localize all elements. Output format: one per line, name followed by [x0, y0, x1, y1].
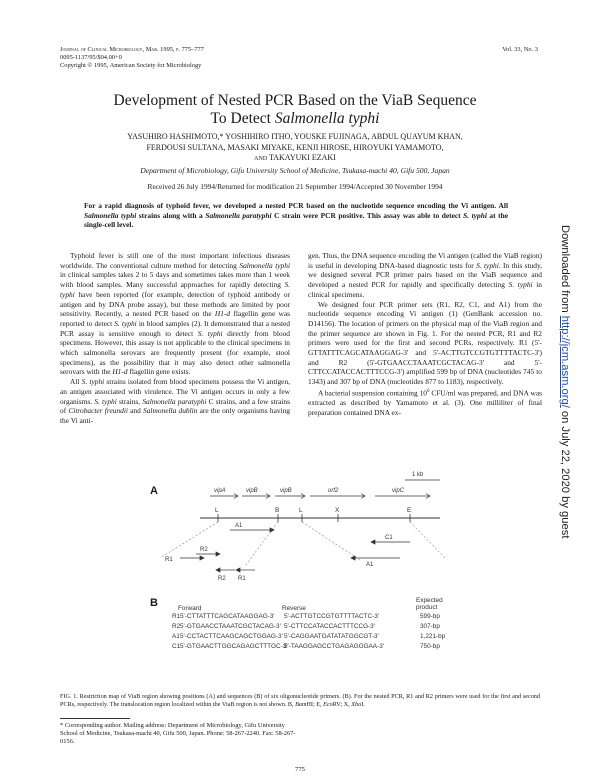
- product-size: 1,221-bp: [420, 633, 446, 640]
- site-label: E: [407, 507, 412, 514]
- paragraph: A bacterial suspension containing $10^6$ CFU/ml was prepared, and DNA was extracted as described by Yamamoto et al. (3). One milliliter of final preparation contained DNA ex-: [308, 388, 542, 417]
- reverse-sequence: 5'-ACTTGTCCGTGTTTTACTC-3': [284, 613, 379, 620]
- received-dates: Received 26 July 1994/Returned for modification 21 September 1994/Accepted 30 November 1994: [147, 182, 443, 191]
- reverse-sequence: 5'-CAGGAATGATATATGGCGT-3': [284, 633, 379, 640]
- body-right-column: [308, 251, 542, 417]
- gene-label: vipB: [280, 488, 292, 494]
- primer-table: [172, 597, 472, 653]
- forward-sequence: 5'-GTGAACTTGGCAGAGCTTTGC-3': [180, 643, 288, 650]
- paragraph: All S. typhi strains isolated from blood specimens possess the Vi antigen, an antigen associated with virulence. The Vi antigen occurs in only a few organisms. S. typhi strains, Salmonella paratyphi C strains, and a few strains of Citrobacter freundii and Salmonella dublin are the only organisms having the Vi anti-: [60, 377, 290, 425]
- body-left-column: [60, 251, 290, 426]
- copyright: Copyright © 1995, American Society for Microbiology: [60, 62, 202, 69]
- panel-b-label: B: [150, 597, 158, 609]
- forward-sequence: 5'-CTTATTTCAGCATAAGGAG-3': [180, 613, 275, 620]
- table-row: [172, 643, 472, 653]
- abstract: For a rapid diagnosis of typhoid fever, we developed a nested PCR based on the nucleotide sequence encoding the Vi antigen. All Salmonella typhi strains along with a Salmonella paratyphi C strain were PCR positive. This assay was able to detect S. typhi at the single-cell level.: [84, 201, 509, 230]
- panel-a-label: A: [150, 485, 158, 497]
- table-row: [172, 633, 472, 643]
- page-number: 775: [295, 766, 305, 773]
- page-title: [0, 92, 590, 128]
- product-size: 307-bp: [420, 623, 440, 630]
- primer-name: R1: [172, 613, 181, 620]
- affiliation: Department of Microbiology, Gifu University School of Medicine, Tsukasa-machi 40, Gifu 500, Japan: [140, 166, 450, 175]
- journal-citation: Journal of Clinical Microbiology, Mar. 1995, p. 775–777: [60, 46, 204, 53]
- scale-label: 1 kb: [412, 472, 424, 478]
- gene-label: orf2: [328, 488, 339, 494]
- author-list: YASUHIRO HASHIMOTO,* YOSHIHIRO ITHO, YOUSKE FUJINAGA, ABDUL QUAYUM KHAN, FERDOUSI SULTANA, MASAKI MIYAKE, KENJI HIROSE, HIROYUKI YAMAMOTO, and TAKAYUKI EZAKI: [127, 132, 463, 162]
- primer-label: C1: [385, 535, 393, 541]
- primer-label: A1: [235, 523, 243, 529]
- table-row: [172, 613, 472, 623]
- title-line-2: To Detect Salmonella typhi: [210, 110, 380, 127]
- restriction-map: [160, 470, 460, 590]
- footnote-rule: [60, 718, 130, 719]
- forward-sequence: 5'-CCTACTTCAAGCAGCTGGAG-3': [180, 633, 283, 640]
- table-header: Forward Reverse Expected product: [178, 597, 443, 612]
- gene-label: vipB: [246, 488, 258, 494]
- primer-label: R2: [218, 576, 226, 582]
- table-row: [172, 623, 472, 633]
- figure-caption: FIG. 1. Restriction map of ViaB region showing positions (A) and sequences (B) of six oligonucleotide primers. (B). For the nested PCR, R1 and R2 primers were used for the first and second PCRs, respectively. The translocation region localized within the ViaB region is not shown. B, BamHI; E, EcoRV; X, XhoI.: [60, 693, 540, 708]
- footnote: * Corresponding author. Mailing address: Department of Microbiology, Gifu University School of Medicine, Tsukasa-machi 40, Gifu 500, Japan. Phone: 58-267-2240. Fax: 58-267-0156.: [60, 722, 296, 745]
- site-label: L: [215, 507, 219, 514]
- gene-label: vipA: [214, 488, 226, 494]
- site-label: L: [299, 507, 303, 514]
- title-line-1: Development of Nested PCR Based on the ViaB Sequence: [113, 92, 477, 109]
- reverse-sequence: 5'-CTTCCATACCACTTTCCG-3': [284, 623, 375, 630]
- primer-name: C1: [172, 643, 181, 650]
- issn: 0095-1137/95/$04.00+0: [60, 54, 122, 61]
- site-label: X: [335, 507, 340, 514]
- journal-header: [60, 46, 204, 70]
- primer-label: R1: [165, 557, 173, 563]
- product-size: 599-bp: [420, 613, 440, 620]
- forward-sequence: 5'-GTGAACCTAAATCGCTACAG-3': [180, 623, 281, 630]
- primer-label: R2: [200, 547, 208, 553]
- paragraph: Typhoid fever is still one of the most important infectious diseases worldwide. The conventional culture method for detecting Salmonella typhi in clinical samples takes 2 to 5 days and sometimes takes more than 1 week with blood samples. Many successful approaches for rapidly detecting S. typhi have been reported (for example, detection of typhoid antibody or antigen and by DNA probe assay), but these methods are limited by poor sensitivity. Recently, a nested PCR based on the H1-d flagellin gene was reported to detect S. typhi in blood samples (2). It demonstrated that a nested PCR assay is sensitive enough to detect S. typhi directly from blood specimens. However, this assay is not applicable to the clinical specimens in which salmonella serovars are frequently present (for example, stool specimens), as the possibility that it may also detect other salmonella serovars with the H1-d flagellin gene exists.: [60, 251, 291, 377]
- reverse-sequence: 5'-TAAGGAGCCTGAGAGGGAA-3': [284, 643, 384, 650]
- paragraph: gen. Thus, the DNA sequence encoding the Vi antigen (called the ViaB region) is useful in developing DNA-based diagnostic tests for S. typhi. In this study, we designed several PCR primer pairs based on the ViaB sequence and developed a nested PCR for rapidly and specifically detecting S. typhi in clinical specimens.: [308, 251, 543, 299]
- download-link[interactable]: http://jcm.asm.org/: [559, 315, 571, 408]
- paragraph: We designed four PCR primer sets (R1, R2, C1, and A1) from the nucleotide sequence encoding Vi antigen (1) (GenBank accession no. D14156). The location of primers on the physical map of the ViaB region and the primer sequence are shown in Fig. 1. For the nested PCR, R1 and R2 primers were used for the first and second PCRs, respectively. R1 (5'-GTTATTTCAGCATAAGGAG-3' and 5'-ACTTGTCCGTGTTTTACTC-3') and R2 (5'-GTGAACCTAAATCGCTACAG-3' and 5'-CTTCCATACCACTTTCCG-3') amplified 599 bp of DNA (nucleotides 745 to 1343) and 307 bp of DNA (nucleotides 877 to 1183), respectively.: [308, 299, 542, 387]
- primer-label: R1: [238, 576, 246, 582]
- download-watermark: Downloaded from http://jcm.asm.org/ on July 22, 2020 by guest: [559, 225, 571, 539]
- primer-name: R2: [172, 623, 181, 630]
- primer-name: A1: [172, 633, 180, 640]
- product-size: 750-bp: [420, 643, 440, 650]
- gene-label: vipC: [392, 488, 405, 494]
- primer-label: A1: [366, 562, 374, 568]
- volume-info: Vol. 33, No. 3: [502, 46, 538, 53]
- site-label: B: [275, 507, 280, 514]
- table-body: [172, 613, 472, 653]
